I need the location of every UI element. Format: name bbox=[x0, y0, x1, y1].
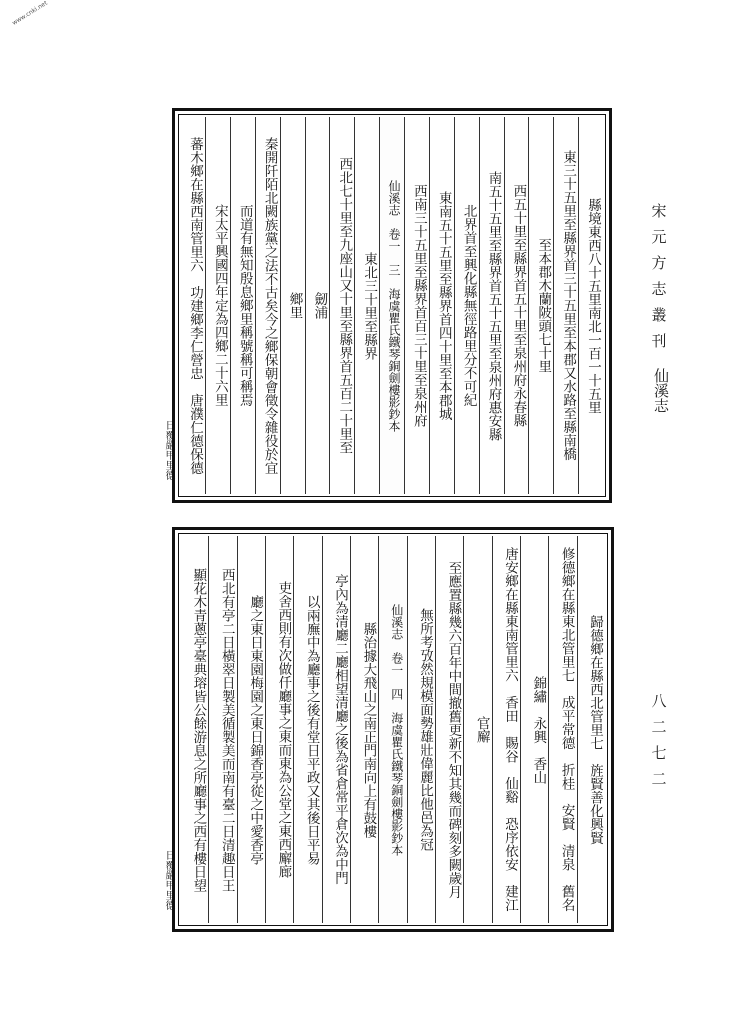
page-number-char: 二 bbox=[651, 770, 667, 788]
text-column: 唐安鄉在縣東南管里六 香田 賜谷 仙谿 恐序依安 建江 bbox=[492, 536, 520, 923]
page-number-char: 二 bbox=[651, 718, 667, 736]
collector-stamp: 日覆嚴甲里德 bbox=[163, 420, 174, 480]
series-title-char: 元 bbox=[651, 228, 667, 246]
text-column: 修德鄉在縣東北管里七 成平常德 折桂 安賢 清泉 舊名 bbox=[548, 536, 576, 923]
text-column: 無所考攷然規模面勢雄壯偉麗比他邑為冠 bbox=[407, 536, 435, 923]
bottom-text-block bbox=[172, 527, 614, 932]
text-column: 縣境東西八十五里南北一百一十五里 bbox=[578, 117, 603, 494]
text-column: 東北三十里至縣界 bbox=[354, 117, 379, 494]
center-fold-column: 仙溪志 卷一 四 海虞瞿氏鐵琴銅劍樓影鈔本 bbox=[378, 536, 406, 923]
text-column: 錦繡 永興 香山 bbox=[520, 536, 548, 923]
text-column: 至本郡木蘭陂頭七十里 bbox=[528, 117, 553, 494]
volume-title: 仙溪志 bbox=[652, 368, 670, 413]
series-title-char: 叢 bbox=[651, 306, 667, 324]
text-column: 以兩廡中為廳事之後有堂日平政又其後日平易 bbox=[293, 536, 321, 923]
series-title bbox=[648, 198, 670, 421]
page-number-char: 八 bbox=[651, 692, 667, 710]
text-column: 鄉里 bbox=[280, 117, 305, 494]
text-column: 蕃木鄉在縣西南管里六 功建鄉李仁營忠 唐濮仁德保德 bbox=[187, 136, 203, 475]
text-column: 宋太平興國四年定為四鄉二十六里 bbox=[205, 117, 230, 494]
text-column: 西南三十五里至縣界首百三十里至泉州府 bbox=[404, 117, 429, 494]
text-column: 北界首至興化縣無徑路里分不可紀 bbox=[454, 117, 479, 494]
page-number-char: 七 bbox=[651, 744, 667, 762]
text-column: 東南五十五里至縣界首四十里至本郡城 bbox=[429, 117, 454, 494]
text-column: 西北有亭二日橫翠日製美循製美而南有臺二日清趣日王 bbox=[208, 536, 236, 923]
top-text-block bbox=[172, 108, 612, 503]
text-column: 歸德鄉在縣西北管里七 旌賢善化興賢 bbox=[577, 536, 605, 923]
text-column: 官廨 bbox=[463, 536, 491, 923]
text-column: 縣治據大飛山之南正門南向上有鼓樓 bbox=[350, 536, 378, 923]
text-column: 秦開阡陌北闕族黨之法不古矣今之鄉保朝會徵令雜役於宜 bbox=[255, 117, 280, 494]
series-title-char: 刊 bbox=[651, 332, 667, 350]
text-column: 南五十五里至縣界首五十五里至泉州府惠安縣 bbox=[479, 117, 504, 494]
text-column: 劒浦 bbox=[305, 117, 330, 494]
text-column: 亭內為清廳二廳相望清廳之後為省倉常平倉次為中門 bbox=[322, 536, 350, 923]
text-column: 至應置縣幾六百年中間撤舊更新不知其幾而碑刻多闕歲月 bbox=[435, 536, 463, 923]
bottom-columns bbox=[181, 536, 605, 923]
text-column: 廳之東日東園梅園之東日錦香亭從之中愛香亭 bbox=[237, 536, 265, 923]
page-number bbox=[648, 688, 670, 792]
watermark: www.cnki.net bbox=[11, 0, 49, 27]
series-title-char: 方 bbox=[651, 254, 667, 272]
text-column: 西五十里至縣界首五十里至泉州府永春縣 bbox=[504, 117, 529, 494]
text-column: 吏舍西則有次做仟廳事之東而東為公堂之東西廨廊 bbox=[265, 536, 293, 923]
collector-stamp: 日覆嚴甲里德 bbox=[163, 850, 174, 910]
center-fold-column: 仙溪志 卷一 三 海虞瞿氏鐵琴銅劍樓影鈔本 bbox=[379, 117, 404, 494]
text-column: 東三十五里至縣界首三十五里至本郡又水路至縣南橋 bbox=[553, 117, 578, 494]
top-columns bbox=[181, 117, 603, 494]
series-title-char: 宋 bbox=[651, 202, 667, 220]
text-column: 西北七十里至九座山又十里至縣界首五百二十里至 bbox=[329, 117, 354, 494]
text-column: 顯花木青蔥亭臺典瑢皆公餘游息之所廳事之西有樓日望 bbox=[190, 567, 207, 892]
series-title-char: 志 bbox=[651, 280, 667, 298]
text-column: 而道有無知殷息鄉里稱號稱可稱焉 bbox=[230, 117, 255, 494]
